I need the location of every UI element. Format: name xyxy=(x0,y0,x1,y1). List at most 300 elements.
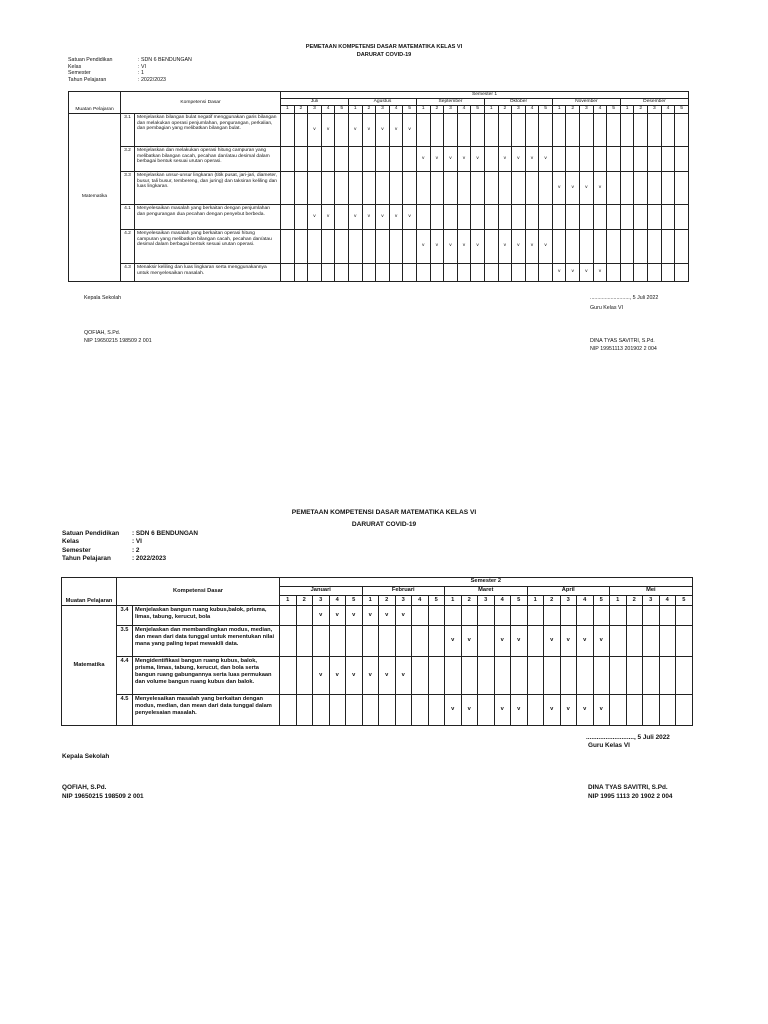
guru-name: DINA TYAS SAVITRI, S.Pd. xyxy=(590,338,655,344)
schedule-cell xyxy=(577,657,594,695)
schedule-cell xyxy=(321,204,335,229)
schedule-cell xyxy=(539,229,553,263)
schedule-cell xyxy=(376,229,390,263)
check-mark: v xyxy=(381,126,384,132)
check-mark: v xyxy=(435,243,439,249)
schedule-cell xyxy=(457,146,471,171)
week-number: 4 xyxy=(661,105,675,113)
schedule-cell xyxy=(552,146,566,171)
schedule-cell xyxy=(376,171,390,204)
check-mark: v xyxy=(354,126,357,132)
schedule-cell xyxy=(512,204,526,229)
check-mark: v xyxy=(476,243,479,249)
week-number: 1 xyxy=(416,105,430,113)
check-mark: v xyxy=(476,155,479,161)
schedule-cell xyxy=(498,263,512,281)
schedule-cell xyxy=(313,657,330,695)
kd-header: Kompetensi Dasar xyxy=(117,578,280,606)
schedule-cell xyxy=(321,171,335,204)
schedule-cell xyxy=(348,171,362,204)
kd-number: 3.1 xyxy=(121,113,135,146)
schedule-cell xyxy=(610,606,627,626)
schedule-cell xyxy=(346,657,363,695)
schedule-cell xyxy=(430,113,444,146)
muatan-header: Muatan Pelajaran xyxy=(69,92,121,114)
week-number: 1 xyxy=(280,596,297,606)
schedule-cell xyxy=(362,113,376,146)
schedule-cell xyxy=(308,146,322,171)
check-mark: v xyxy=(422,243,425,249)
schedule-cell xyxy=(512,229,526,263)
schedule-cell xyxy=(416,113,430,146)
kd-number: 3.5 xyxy=(117,626,133,657)
schedule-cell xyxy=(379,606,396,626)
check-mark: v xyxy=(326,126,330,132)
schedule-cell xyxy=(389,146,403,171)
schedule-cell xyxy=(566,171,580,204)
schedule-cell xyxy=(428,657,445,695)
schedule-cell xyxy=(308,229,322,263)
week-number: 2 xyxy=(296,596,313,606)
week-number: 3 xyxy=(444,105,458,113)
check-mark: v xyxy=(544,155,547,161)
schedule-cell xyxy=(560,606,577,626)
schedule-cell xyxy=(294,263,308,281)
date-line: ..........................., 5 Juli 2022 xyxy=(586,734,670,741)
info-row: Tahun Pelajaran : 2022/2023 xyxy=(68,76,166,83)
month-header: September xyxy=(416,98,484,105)
info-row: Semester : 1 xyxy=(68,70,144,77)
schedule-cell xyxy=(445,657,462,695)
schedule-cell xyxy=(346,606,363,626)
header-row-semester xyxy=(69,92,689,99)
week-number: 2 xyxy=(362,105,376,113)
schedule-cell xyxy=(281,171,295,204)
schedule-cell xyxy=(560,657,577,695)
schedule-cell xyxy=(428,626,445,657)
check-mark: v xyxy=(566,706,570,713)
schedule-cell xyxy=(494,695,511,726)
schedule-cell xyxy=(335,113,349,146)
semester-header: Semester 2 xyxy=(280,578,693,587)
schedule-cell xyxy=(376,204,390,229)
schedule-cell xyxy=(329,626,346,657)
schedule-cell xyxy=(494,657,511,695)
schedule-cell xyxy=(428,606,445,626)
week-number: 3 xyxy=(478,596,495,606)
check-mark: v xyxy=(598,269,602,275)
schedule-cell xyxy=(634,263,648,281)
schedule-cell xyxy=(280,626,297,657)
table-row xyxy=(62,626,693,657)
schedule-cell xyxy=(403,229,417,263)
kd-description: Menjelaskan dan membandingkan modus, median, dan mean dari data tunggal untuk menentukan nilai mana yang paling tepat mewakili data. xyxy=(133,626,280,657)
week-number: 3 xyxy=(580,105,594,113)
week-number: 1 xyxy=(348,105,362,113)
info-row: Tahun Pelajaran : 2022/2023 xyxy=(62,555,167,563)
schedule-cell xyxy=(313,695,330,726)
week-number: 4 xyxy=(577,596,594,606)
kd-number: 4.4 xyxy=(117,657,133,695)
week-number: 5 xyxy=(428,596,445,606)
schedule-cell xyxy=(484,113,498,146)
schedule-cell xyxy=(457,263,471,281)
week-number: 5 xyxy=(511,596,528,606)
schedule-cell xyxy=(634,229,648,263)
check-mark: v xyxy=(385,611,389,618)
schedule-cell xyxy=(313,626,330,657)
schedule-cell xyxy=(461,695,478,726)
check-mark: v xyxy=(544,243,547,249)
schedule-cell xyxy=(478,626,495,657)
week-number: 2 xyxy=(634,105,648,113)
schedule-cell xyxy=(362,204,376,229)
schedule-cell xyxy=(643,657,660,695)
week-number: 4 xyxy=(389,105,403,113)
check-mark: v xyxy=(583,637,587,644)
week-number: 2 xyxy=(461,596,478,606)
schedule-cell xyxy=(335,204,349,229)
schedule-cell xyxy=(281,229,295,263)
check-mark: v xyxy=(394,126,398,132)
schedule-cell xyxy=(661,229,675,263)
schedule-cell xyxy=(566,113,580,146)
schedule-cell xyxy=(280,695,297,726)
schedule-cell xyxy=(626,657,643,695)
schedule-cell xyxy=(445,695,462,726)
schedule-cell xyxy=(329,657,346,695)
schedule-cell xyxy=(308,171,322,204)
check-mark: v xyxy=(326,213,330,219)
check-mark: v xyxy=(467,637,471,644)
schedule-cell xyxy=(643,606,660,626)
schedule-cell xyxy=(498,229,512,263)
kepala-name: QOFIAH, S.Pd. xyxy=(84,330,121,336)
schedule-cell xyxy=(661,171,675,204)
schedule-cell xyxy=(580,229,594,263)
schedule-cell xyxy=(659,657,676,695)
schedule-cell xyxy=(552,113,566,146)
schedule-cell xyxy=(494,606,511,626)
kd-description: Menjelaskan unsur-unsur lingkaran (titik pusat, jari-jari, diameter, busur, tali busur, tembereng, dan juring) dan taksiran keliling dan luas lingkaran. xyxy=(135,171,281,204)
schedule-cell xyxy=(395,626,412,657)
week-number: 3 xyxy=(512,105,526,113)
schedule-cell xyxy=(362,229,376,263)
schedule-cell xyxy=(478,606,495,626)
schedule-cell xyxy=(566,229,580,263)
schedule-cell xyxy=(610,657,627,695)
schedule-cell xyxy=(428,695,445,726)
schedule-cell xyxy=(648,146,662,171)
table-row xyxy=(62,695,693,726)
schedule-cell xyxy=(457,171,471,204)
schedule-cell xyxy=(376,146,390,171)
schedule-cell xyxy=(471,204,485,229)
check-mark: v xyxy=(550,637,554,644)
check-mark: v xyxy=(585,269,588,275)
week-number: 2 xyxy=(430,105,444,113)
week-number: 4 xyxy=(525,105,539,113)
check-mark: v xyxy=(585,184,588,190)
kd-description: Menjelaskan dan melakukan operasi hitung campuran yang melibatkan bilangan cacah, pecahan dan/atau desimal dalam berbagai bentuk sesuai urutan operasi. xyxy=(135,146,281,171)
schedule-cell xyxy=(525,204,539,229)
schedule-cell xyxy=(471,263,485,281)
schedule-cell xyxy=(661,113,675,146)
semester-2-sheet xyxy=(0,500,768,1024)
schedule-cell xyxy=(412,657,429,695)
kd-number: 4.5 xyxy=(117,695,133,726)
week-number: 3 xyxy=(560,596,577,606)
schedule-cell xyxy=(362,606,379,626)
schedule-cell xyxy=(607,146,621,171)
subject-cell: Matematika xyxy=(62,606,117,726)
month-header: Februari xyxy=(362,587,445,596)
schedule-cell xyxy=(511,695,528,726)
schedule-cell xyxy=(457,204,471,229)
schedule-cell xyxy=(525,146,539,171)
month-header: Mei xyxy=(610,587,693,596)
identity-block xyxy=(68,57,192,83)
schedule-cell xyxy=(379,695,396,726)
info-row: Kelas : VI xyxy=(68,63,146,70)
check-mark: v xyxy=(557,269,561,275)
title-line-1: PEMETAAN KOMPETENSI DASAR MATEMATIKA KELAS VI xyxy=(291,509,477,516)
schedule-cell xyxy=(329,606,346,626)
schedule-cell xyxy=(634,204,648,229)
schedule-cell xyxy=(593,626,610,657)
schedule-cell xyxy=(348,204,362,229)
week-number: 5 xyxy=(539,105,553,113)
schedule-cell xyxy=(484,263,498,281)
schedule-cell xyxy=(511,657,528,695)
schedule-cell xyxy=(403,171,417,204)
schedule-cell xyxy=(580,113,594,146)
schedule-cell xyxy=(457,229,471,263)
schedule-cell xyxy=(566,146,580,171)
schedule-cell xyxy=(389,171,403,204)
schedule-cell xyxy=(346,626,363,657)
schedule-cell xyxy=(648,113,662,146)
kd-number: 4.2 xyxy=(121,229,135,263)
check-mark: v xyxy=(566,637,570,644)
schedule-cell xyxy=(648,171,662,204)
check-mark: v xyxy=(571,184,574,190)
schedule-cell xyxy=(593,695,610,726)
week-number: 4 xyxy=(412,596,429,606)
kd-description: Menyelesaikan masalah yang berkaitan dengan modus, median, dan mean dari data tunggal dalam penyelesaian masalah. xyxy=(133,695,280,726)
schedule-cell xyxy=(498,171,512,204)
schedule-cell xyxy=(527,657,544,695)
schedule-cell xyxy=(321,263,335,281)
schedule-cell xyxy=(659,606,676,626)
schedule-cell xyxy=(593,263,607,281)
kd-number: 4.3 xyxy=(121,263,135,281)
schedule-cell xyxy=(607,263,621,281)
check-mark: v xyxy=(352,611,356,618)
month-header: Oktober xyxy=(484,98,552,105)
schedule-cell xyxy=(335,171,349,204)
kd-description: Menjelaskan bilangan bulat negatif menggunakan garis bilangan dan melakukan operasi penjumlahan, pengurangan, perkalian, dan pembagian yang melibatkan bilangan bulat. xyxy=(135,113,281,146)
schedule-cell xyxy=(444,113,458,146)
schedule-cell xyxy=(544,626,561,657)
week-number: 5 xyxy=(335,105,349,113)
week-number: 5 xyxy=(403,105,417,113)
schedule-cell xyxy=(676,626,693,657)
week-number: 3 xyxy=(395,596,412,606)
kd-description: Menjelaskan bangun ruang kubus,balok, prisma, limas, tabung, kerucut, bola xyxy=(133,606,280,626)
week-number: 4 xyxy=(593,105,607,113)
schedule-cell xyxy=(281,263,295,281)
schedule-cell xyxy=(620,229,634,263)
schedule-cell xyxy=(362,626,379,657)
check-mark: v xyxy=(530,155,534,161)
table-row xyxy=(69,113,689,146)
schedule-cell xyxy=(308,204,322,229)
schedule-cell xyxy=(675,146,689,171)
week-number: 2 xyxy=(379,596,396,606)
schedule-cell xyxy=(416,263,430,281)
schedule-cell xyxy=(675,263,689,281)
check-mark: v xyxy=(583,706,587,713)
table-row xyxy=(69,171,689,204)
check-mark: v xyxy=(335,611,339,618)
schedule-cell xyxy=(607,171,621,204)
check-mark: v xyxy=(503,243,507,249)
check-mark: v xyxy=(550,706,554,713)
check-mark: v xyxy=(435,155,439,161)
schedule-cell xyxy=(389,113,403,146)
schedule-cell xyxy=(335,263,349,281)
schedule-cell xyxy=(445,606,462,626)
schedule-cell xyxy=(321,113,335,146)
kepala-name: QOFIAH, S.Pd. xyxy=(62,784,107,791)
schedule-cell xyxy=(620,113,634,146)
month-header: Januari xyxy=(280,587,363,596)
schedule-cell xyxy=(552,229,566,263)
schedule-cell xyxy=(362,171,376,204)
schedule-cell xyxy=(634,113,648,146)
month-header: November xyxy=(552,98,620,105)
check-mark: v xyxy=(381,213,384,219)
info-row: Semester : 2 xyxy=(62,546,140,554)
schedule-cell xyxy=(539,263,553,281)
week-number: 5 xyxy=(676,596,693,606)
schedule-cell xyxy=(478,695,495,726)
schedule-cell xyxy=(294,229,308,263)
check-mark: v xyxy=(313,126,316,132)
schedule-cell xyxy=(498,113,512,146)
schedule-cell xyxy=(444,263,458,281)
schedule-cell xyxy=(552,171,566,204)
schedule-cell xyxy=(348,146,362,171)
schedule-cell xyxy=(362,146,376,171)
check-mark: v xyxy=(368,611,372,618)
check-mark: v xyxy=(401,671,405,678)
schedule-cell xyxy=(512,263,526,281)
check-mark: v xyxy=(451,706,455,713)
week-number: 3 xyxy=(648,105,662,113)
check-mark: v xyxy=(500,637,504,644)
schedule-cell xyxy=(471,171,485,204)
schedule-cell xyxy=(607,229,621,263)
week-number: 4 xyxy=(659,596,676,606)
week-number: 3 xyxy=(308,105,322,113)
schedule-cell xyxy=(593,113,607,146)
schedule-cell xyxy=(527,606,544,626)
schedule-cell xyxy=(544,606,561,626)
kd-header: Kompetensi Dasar xyxy=(121,92,281,114)
schedule-cell xyxy=(580,146,594,171)
kd-number: 3.4 xyxy=(117,606,133,626)
schedule-cell xyxy=(346,695,363,726)
schedule-cell xyxy=(580,204,594,229)
schedule-cell xyxy=(484,204,498,229)
kepala-nip: NIP 19650215 198509 2 001 xyxy=(62,793,144,800)
schedule-cell xyxy=(296,626,313,657)
schedule-cell xyxy=(335,229,349,263)
schedule-cell xyxy=(560,695,577,726)
schedule-cell xyxy=(525,229,539,263)
schedule-cell xyxy=(552,204,566,229)
schedule-cell xyxy=(539,204,553,229)
check-mark: v xyxy=(599,637,603,644)
identity-block xyxy=(62,530,198,564)
schedule-cell xyxy=(648,263,662,281)
schedule-cell xyxy=(362,695,379,726)
schedule-cell xyxy=(457,113,471,146)
schedule-cell xyxy=(593,146,607,171)
month-header: Juli xyxy=(281,98,349,105)
week-number: 5 xyxy=(675,105,689,113)
schedule-cell xyxy=(525,113,539,146)
schedule-cell xyxy=(335,146,349,171)
schedule-cell xyxy=(525,263,539,281)
check-mark: v xyxy=(401,611,405,618)
check-mark: v xyxy=(313,213,316,219)
schedule-cell xyxy=(566,263,580,281)
schedule-cell xyxy=(389,263,403,281)
kepala-label: Kepala Sekolah xyxy=(84,295,122,301)
schedule-cell xyxy=(478,657,495,695)
header-row-semester xyxy=(62,578,693,587)
schedule-cell xyxy=(593,229,607,263)
schedule-cell xyxy=(593,657,610,695)
week-number: 2 xyxy=(566,105,580,113)
schedule-cell xyxy=(294,171,308,204)
semester-1-sheet xyxy=(0,0,768,500)
schedule-cell xyxy=(403,146,417,171)
kd-mapping-table xyxy=(68,91,689,282)
schedule-cell xyxy=(395,657,412,695)
schedule-cell xyxy=(444,171,458,204)
schedule-cell xyxy=(379,657,396,695)
schedule-cell xyxy=(648,204,662,229)
schedule-cell xyxy=(484,146,498,171)
week-number: 3 xyxy=(376,105,390,113)
week-number: 2 xyxy=(544,596,561,606)
schedule-cell xyxy=(389,229,403,263)
schedule-cell xyxy=(376,263,390,281)
schedule-cell xyxy=(607,204,621,229)
schedule-cell xyxy=(566,204,580,229)
week-number: 4 xyxy=(494,596,511,606)
schedule-cell xyxy=(348,113,362,146)
table-row xyxy=(62,657,693,695)
check-mark: v xyxy=(319,671,323,678)
week-number: 5 xyxy=(607,105,621,113)
check-mark: v xyxy=(462,243,466,249)
schedule-cell xyxy=(416,229,430,263)
